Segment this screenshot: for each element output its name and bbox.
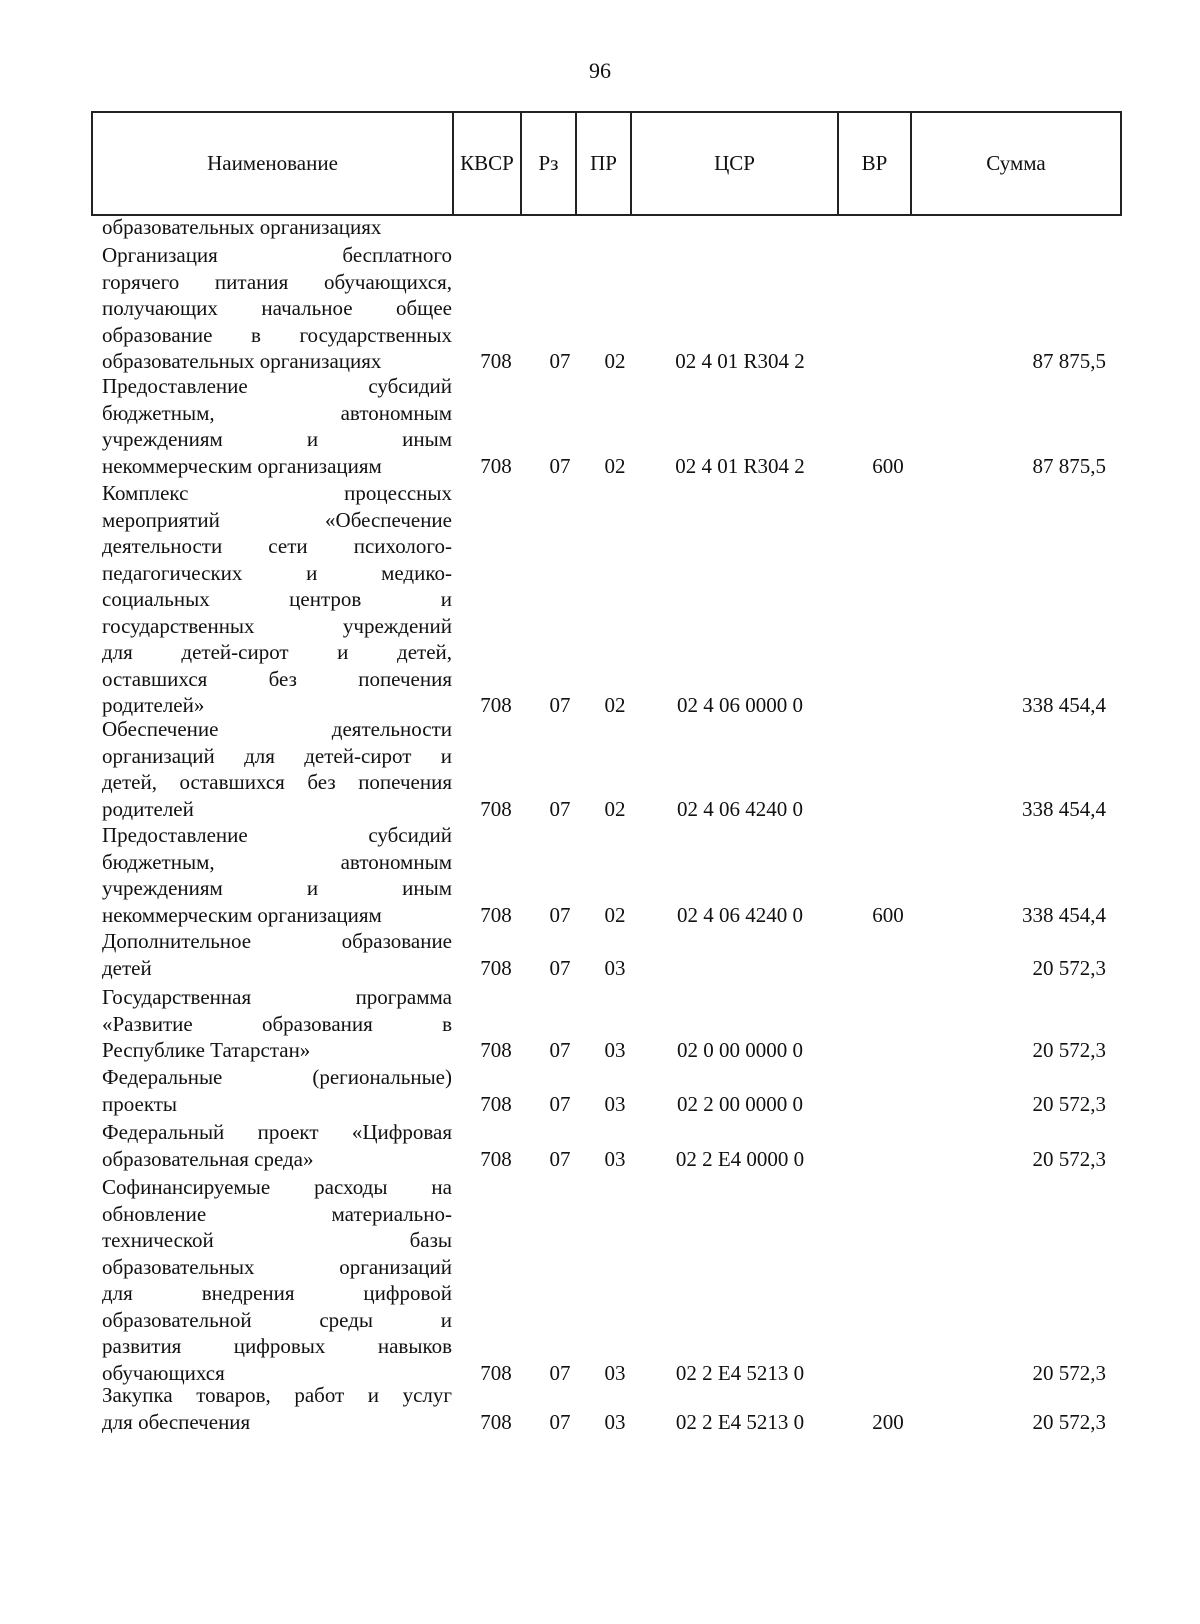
row-name-line: Федеральные (региональные) xyxy=(102,1065,452,1089)
row-sum: 338 454,4 xyxy=(1022,693,1106,717)
row-name xyxy=(102,716,452,822)
row-sum: 87 875,5 xyxy=(1032,349,1106,373)
row-name-line: Обеспечение деятельности xyxy=(102,717,452,741)
row-sum: 338 454,4 xyxy=(1022,796,1106,821)
row-pr: 03 xyxy=(604,1360,626,1385)
row-csr: 02 4 06 4240 0 xyxy=(677,902,803,927)
row-name-line: Государственная программа xyxy=(102,985,452,1009)
row-pr: 03 xyxy=(604,1091,626,1116)
row-name-line: государственных учреждений xyxy=(102,613,452,638)
row-name xyxy=(102,1382,452,1435)
row-name-line: некоммерческим организациям xyxy=(102,902,382,927)
header-sum: Сумма xyxy=(986,151,1046,175)
row-rz: 07 xyxy=(549,349,571,373)
row-name-line: бюджетным, автономным xyxy=(102,849,452,874)
row-name-line: Комплекс процессных xyxy=(102,481,452,505)
row-kvsr: 708 xyxy=(480,1146,512,1171)
row-name-line: для внедрения цифровой xyxy=(102,1281,452,1305)
row-name-line: «Развитие образования в xyxy=(102,1011,452,1036)
row-csr: 02 2 Е4 0000 0 xyxy=(675,1146,805,1171)
row-rz: 07 xyxy=(549,1038,571,1062)
row-name-line: для детей-сирот и детей, xyxy=(102,640,452,664)
row-csr: 02 2 Е4 5213 0 xyxy=(675,1409,805,1434)
row-name-line: оставшихся без попечения xyxy=(102,666,452,691)
row-pr: 03 xyxy=(604,955,626,980)
row-name xyxy=(102,373,452,479)
row-name-line: образовательных организациях xyxy=(102,215,382,239)
row-kvsr: 708 xyxy=(480,349,512,373)
row-name-line: получающих начальное общее xyxy=(102,296,452,320)
row-kvsr: 708 xyxy=(480,955,512,980)
row-csr: 02 4 06 0000 0 xyxy=(677,693,803,717)
row-sum: 87 875,5 xyxy=(1032,453,1106,478)
row-name-line: учреждениям и иным xyxy=(102,876,452,900)
row-rz: 07 xyxy=(549,796,571,821)
row-rz: 07 xyxy=(549,693,571,717)
row-sum: 20 572,3 xyxy=(1032,1409,1106,1434)
row-name-line: обучающихся xyxy=(102,1360,225,1385)
row-name-line: Закупка товаров, работ и услуг xyxy=(102,1383,452,1407)
row-csr: 02 4 01 R304 2 xyxy=(675,453,805,478)
row-sum: 20 572,3 xyxy=(1032,1146,1106,1171)
row-name-line: педагогических и медико- xyxy=(102,560,452,585)
row-name-line: родителей» xyxy=(102,693,205,717)
row-name-line: образовательная среда» xyxy=(102,1146,314,1171)
row-name-line: Федеральный проект «Цифровая xyxy=(102,1120,452,1144)
row-name-line: Софинансируемые расходы на xyxy=(102,1175,452,1199)
row-rz: 07 xyxy=(549,1091,571,1116)
row-pr: 02 xyxy=(604,693,626,717)
row-rz: 07 xyxy=(549,453,571,478)
row-name-line: горячего питания обучающихся, xyxy=(102,269,452,294)
row-pr: 03 xyxy=(604,1038,626,1062)
header-rz: Рз xyxy=(522,113,577,214)
row-name-line: детей, оставшихся без попечения xyxy=(102,770,452,794)
row-name-line: социальных центров и xyxy=(102,587,452,611)
row-name-line: некоммерческим организациям xyxy=(102,453,382,478)
row-name xyxy=(102,1119,452,1172)
row-name-line: бюджетным, автономным xyxy=(102,400,452,425)
row-csr: 02 4 01 R304 2 xyxy=(675,349,805,373)
row-rz: 07 xyxy=(549,1146,571,1171)
row-name xyxy=(102,1064,452,1117)
row-kvsr: 708 xyxy=(480,1360,512,1385)
row-name-line: деятельности сети психолого- xyxy=(102,534,452,558)
row-name-line: технической базы xyxy=(102,1228,452,1252)
row-name-line: образование в государственных xyxy=(102,322,452,347)
row-name-line: Организация бесплатного xyxy=(102,243,452,267)
row-name-line: образовательных организациях xyxy=(102,349,382,373)
row-name-line: развития цифровых навыков xyxy=(102,1334,452,1358)
row-name xyxy=(102,984,452,1064)
row-csr: 02 4 06 4240 0 xyxy=(677,796,803,821)
row-name xyxy=(102,1174,452,1386)
row-vr: 600 xyxy=(872,902,904,927)
header-vr: ВР xyxy=(839,113,912,214)
row-name xyxy=(102,928,452,981)
row-name-line: Предоставление субсидий xyxy=(102,374,452,398)
row-sum: 20 572,3 xyxy=(1032,1038,1106,1062)
header-csr: ЦСР xyxy=(632,113,839,214)
row-kvsr: 708 xyxy=(480,1409,512,1434)
row-csr: 02 0 00 0000 0 xyxy=(677,1038,803,1062)
header-pr: ПР xyxy=(577,113,632,214)
header-kvsr: КВСР xyxy=(454,113,522,214)
row-kvsr: 708 xyxy=(480,453,512,478)
row-sum: 20 572,3 xyxy=(1032,1360,1106,1385)
row-name-line: организаций для детей-сирот и xyxy=(102,743,452,768)
row-pr: 02 xyxy=(604,796,626,821)
row-pr: 02 xyxy=(604,349,626,373)
row-rz: 07 xyxy=(549,902,571,927)
row-sum: 20 572,3 xyxy=(1032,955,1106,980)
row-name-line: детей xyxy=(102,955,152,980)
row-sum: 338 454,4 xyxy=(1022,902,1106,927)
row-name-line: образовательной среды и xyxy=(102,1307,452,1332)
row-pr: 02 xyxy=(604,453,626,478)
page-number: 96 xyxy=(589,58,611,83)
row-name-line: Республике Татарстан» xyxy=(102,1038,311,1062)
row-name-line: обновление материально- xyxy=(102,1201,452,1226)
row-vr: 200 xyxy=(872,1409,904,1434)
row-name-line: образовательных организаций xyxy=(102,1254,452,1279)
row-rz: 07 xyxy=(549,1409,571,1434)
row-name-line: для обеспечения xyxy=(102,1409,251,1434)
row-name xyxy=(102,214,452,241)
row-kvsr: 708 xyxy=(480,1038,512,1062)
row-vr: 600 xyxy=(872,453,904,478)
row-csr: 02 2 00 0000 0 xyxy=(677,1091,803,1116)
row-kvsr: 708 xyxy=(480,796,512,821)
row-name xyxy=(102,822,452,928)
row-name-line: Дополнительное образование xyxy=(102,929,452,953)
row-rz: 07 xyxy=(549,955,571,980)
row-name xyxy=(102,480,452,719)
row-rz: 07 xyxy=(549,1360,571,1385)
row-name-line: учреждениям и иным xyxy=(102,427,452,451)
row-name-line: мероприятий «Обеспечение xyxy=(102,507,452,532)
row-name xyxy=(102,242,452,375)
row-name-line: проекты xyxy=(102,1091,178,1116)
table-header xyxy=(91,111,1122,216)
row-pr: 03 xyxy=(604,1409,626,1434)
header-name: Наименование xyxy=(93,113,454,214)
row-name-line: родителей xyxy=(102,796,194,821)
row-pr: 03 xyxy=(604,1146,626,1171)
row-kvsr: 708 xyxy=(480,902,512,927)
row-sum: 20 572,3 xyxy=(1032,1091,1106,1116)
row-pr: 02 xyxy=(604,902,626,927)
row-kvsr: 708 xyxy=(480,693,512,717)
row-kvsr: 708 xyxy=(480,1091,512,1116)
row-name-line: Предоставление субсидий xyxy=(102,823,452,847)
row-csr: 02 2 Е4 5213 0 xyxy=(675,1360,805,1385)
